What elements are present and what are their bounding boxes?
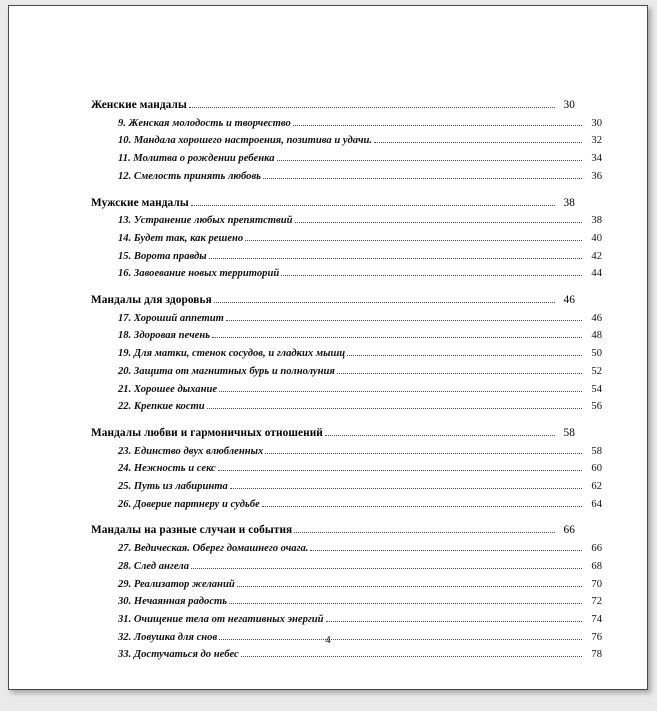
toc-entry-label: 9. Женская молодость и творчество [118, 117, 291, 129]
toc-entry-page-number: 40 [591, 232, 602, 244]
dot-leader [214, 301, 555, 303]
toc-entry[interactable] [91, 496, 602, 514]
toc-entry-label: 18. Здоровая печень [118, 330, 211, 342]
toc-entry[interactable] [91, 646, 602, 664]
toc-entry-page-number: 44 [591, 268, 602, 280]
toc-entry-label: 25. Путь из лабиринта [118, 481, 228, 493]
toc-section-heading[interactable] [91, 425, 575, 443]
dot-leader [295, 221, 582, 223]
toc-heading-label: Мандалы любви и гармоничных отношений [91, 426, 323, 439]
dot-leader [226, 319, 582, 321]
toc-entry[interactable] [91, 230, 602, 248]
toc-heading-page-number: 46 [563, 294, 575, 307]
toc-entry-page-number: 60 [591, 463, 602, 475]
toc-entry-page-number: 62 [591, 481, 602, 493]
toc-entry[interactable] [91, 310, 602, 328]
toc-entry[interactable] [91, 593, 602, 611]
dot-leader [230, 487, 582, 489]
toc-entry-page-number: 76 [591, 631, 602, 643]
toc-entry-page-number: 50 [591, 348, 602, 360]
toc-entry[interactable] [91, 576, 602, 594]
toc-entry-label: 13. Устранение любых препятствий [118, 215, 293, 227]
dot-leader [326, 620, 582, 622]
dot-leader [229, 602, 582, 604]
dot-leader [191, 567, 582, 569]
toc-entry-label: 21. Хорошее дыхание [118, 383, 218, 395]
dot-leader [294, 531, 555, 533]
toc-entry-label: 26. Доверие партнеру и судьбе [118, 498, 260, 510]
dot-leader [219, 390, 582, 392]
toc-entry[interactable] [91, 150, 602, 168]
toc-entry-label: 30. Нечаянная радость [118, 596, 228, 608]
toc-entry-label: 19. Для матки, стенок сосудов, и гладких мышц [118, 348, 346, 360]
toc-entry[interactable] [91, 460, 602, 478]
toc-entry-page-number: 36 [591, 170, 602, 182]
toc-entry[interactable] [91, 398, 602, 416]
toc-entry[interactable] [91, 265, 602, 283]
dot-leader [310, 549, 582, 551]
dot-leader [281, 274, 582, 276]
toc-entry-label: 27. Ведическая. Оберег домашнего очага. [118, 543, 309, 555]
toc-entry-page-number: 56 [591, 401, 602, 413]
toc-entry-page-number: 74 [591, 613, 602, 625]
toc-entry-label: 17. Хороший аппетит [118, 312, 224, 324]
toc-entry-label: 22. Крепкие кости [118, 401, 205, 413]
toc-entry-label: 11. Молитва о рождении ребенка [118, 153, 275, 165]
page-folio-number: 4 [325, 634, 331, 646]
toc-entry-page-number: 34 [591, 153, 602, 165]
toc-heading-page-number: 58 [563, 426, 575, 439]
toc-entry-label: 12. Смелость принять любовь [118, 170, 262, 182]
toc-entry-label: 23. Единство двух влюбленных [118, 445, 264, 457]
toc-entry[interactable] [91, 212, 602, 230]
toc-entry-label: 20. Защита от магнитных бурь и полнолуния [118, 365, 335, 377]
toc-entry[interactable] [91, 327, 602, 345]
toc-entry-label: 10. Мандала хорошего настроения, позитива и удачи. [118, 135, 373, 147]
dot-leader [218, 469, 582, 471]
toc-entry-label: 32. Ловушка для снов [118, 631, 218, 643]
dot-leader [212, 336, 582, 338]
toc-entry[interactable] [91, 345, 602, 363]
toc-entry-page-number: 42 [591, 250, 602, 262]
dot-leader [325, 434, 555, 436]
dot-leader [374, 141, 582, 143]
toc-entry-page-number: 30 [591, 117, 602, 129]
toc-entry[interactable] [91, 611, 602, 629]
toc-section-heading[interactable] [91, 195, 575, 213]
toc-entry-page-number: 78 [591, 649, 602, 661]
toc-heading-label: Мужские мандалы [91, 196, 189, 209]
dot-leader [262, 505, 582, 507]
toc-entry-label: 24. Нежность и секс [118, 463, 216, 475]
toc-entry[interactable] [91, 443, 602, 461]
dot-leader [237, 585, 582, 587]
toc-entry-page-number: 70 [591, 578, 602, 590]
toc-entry-page-number: 64 [591, 498, 602, 510]
toc-heading-page-number: 38 [563, 196, 575, 209]
toc-entry-label: 14. Будет так, как решено [118, 232, 244, 244]
dot-leader [191, 204, 555, 206]
dot-leader [241, 655, 582, 657]
toc-section [91, 292, 602, 416]
toc-heading-label: Мандалы для здоровья [91, 294, 212, 307]
toc-entry[interactable] [91, 363, 602, 381]
toc-entry-label: 29. Реализатор желаний [118, 578, 235, 590]
toc-heading-label: Мандалы на разные случаи и события [91, 524, 293, 537]
toc-entry-page-number: 48 [591, 330, 602, 342]
dot-leader [245, 239, 582, 241]
toc-entry-page-number: 38 [591, 215, 602, 227]
toc-entry-page-number: 72 [591, 596, 602, 608]
dot-leader [265, 452, 582, 454]
toc-entry-page-number: 58 [591, 445, 602, 457]
toc-entry[interactable] [91, 168, 602, 186]
toc-entry-page-number: 68 [591, 560, 602, 572]
toc-entry-label: 31. Очищение тела от негативных энергий [118, 613, 324, 625]
dot-leader [347, 354, 582, 356]
toc-entry-label: 33. Достучаться до небес [118, 649, 239, 661]
toc-entry[interactable] [91, 132, 602, 150]
toc-entry[interactable] [91, 115, 602, 133]
toc-section-heading[interactable] [91, 292, 575, 310]
page-sheet [8, 5, 648, 690]
dot-leader [207, 407, 582, 409]
table-of-contents [91, 97, 602, 664]
toc-heading-page-number: 66 [563, 524, 575, 537]
toc-entry[interactable] [91, 248, 602, 266]
toc-entry-page-number: 52 [591, 365, 602, 377]
dot-leader [209, 257, 582, 259]
toc-entry-label: 16. Завоевание новых территорий [118, 268, 280, 280]
toc-entry-page-number: 54 [591, 383, 602, 395]
toc-section-heading[interactable] [91, 522, 575, 540]
toc-entry-page-number: 66 [591, 543, 602, 555]
toc-entry-label: 15. Ворота правды [118, 250, 207, 262]
toc-entry[interactable] [91, 558, 602, 576]
toc-heading-label: Женские мандалы [91, 99, 187, 111]
dot-leader [263, 177, 582, 179]
dot-leader [277, 159, 582, 161]
toc-entry-page-number: 32 [591, 135, 602, 147]
dot-leader [293, 124, 582, 126]
toc-section [91, 97, 602, 186]
toc-entry[interactable] [91, 540, 602, 558]
toc-section [91, 425, 602, 514]
dot-leader [189, 106, 555, 108]
toc-heading-page-number: 30 [563, 99, 575, 111]
toc-entry-page-number: 46 [591, 312, 602, 324]
toc-section-heading[interactable] [91, 97, 575, 115]
toc-section [91, 195, 602, 284]
toc-entry[interactable] [91, 478, 602, 496]
dot-leader [337, 372, 582, 374]
toc-entry[interactable] [91, 381, 602, 399]
toc-entry-label: 28. След ангела [118, 560, 189, 572]
